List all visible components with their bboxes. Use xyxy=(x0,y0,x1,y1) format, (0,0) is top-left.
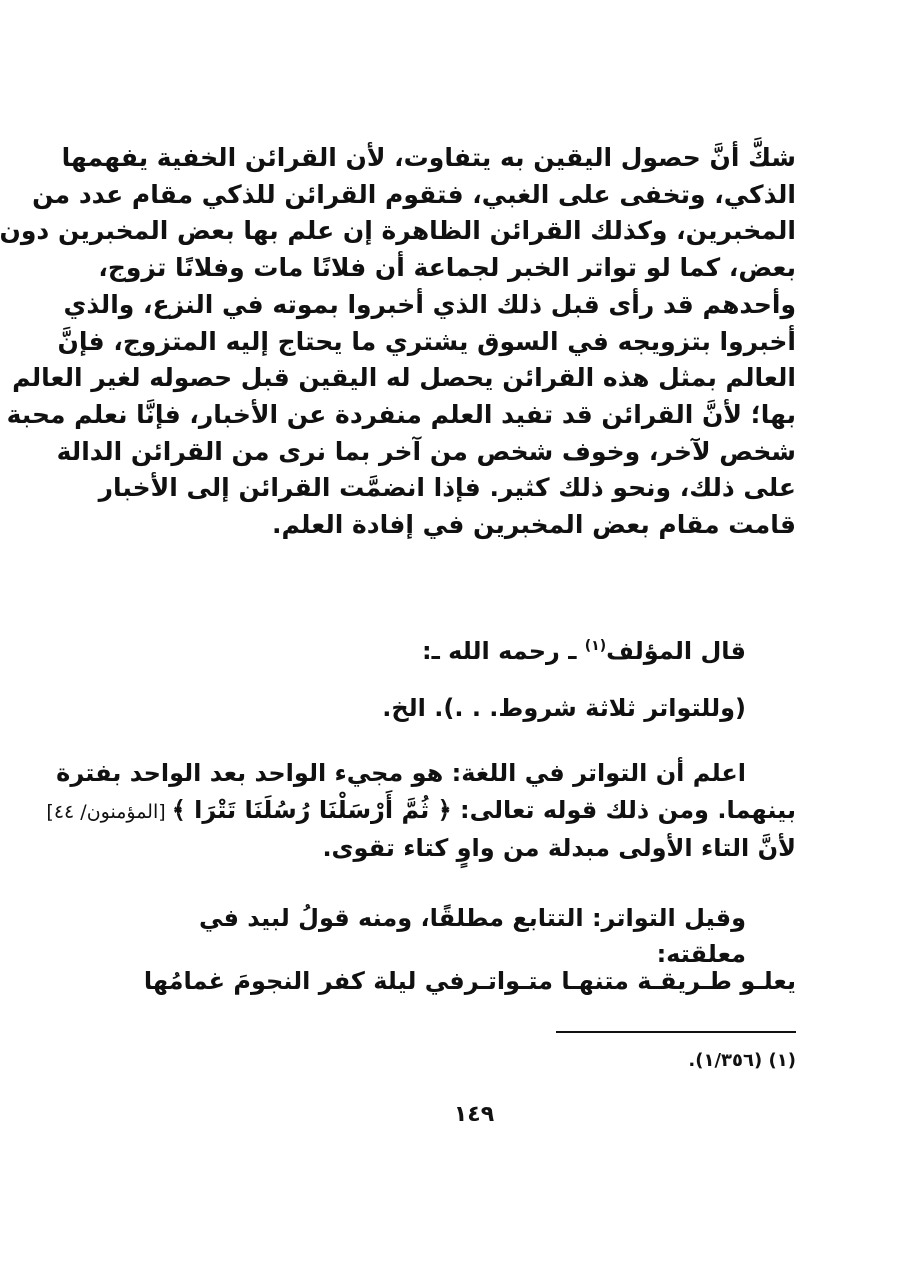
footnote: (١) (١/٣٥٦). xyxy=(688,1050,796,1071)
footnote-marker: (١) xyxy=(584,638,607,654)
paragraph-line: أخبروا بتزويجه في السوق يشتري ما يحتاج إليه المتزوج، فإنَّ xyxy=(57,326,796,356)
paragraph-line: بعض، كما لو تواتر الخبر لجماعة أن فلانًا مات وفلانًا تزوج، xyxy=(98,253,796,283)
paragraph-line: العالم بمثل هذه القرائن يحصل له اليقين قبل حصوله لغير العالم xyxy=(12,363,796,393)
poetry-verse xyxy=(143,963,796,999)
paragraph-line: بها؛ لأنَّ القرائن قد تفيد العلم منفردة عن الأخبار، فإنَّا نعلم محبة xyxy=(6,399,796,429)
author-label: قال المؤلف xyxy=(606,637,746,665)
paragraph-line: وأحدهم قد رأى قبل ذلك الذي أخبروا بموته في النزع، والذي xyxy=(63,289,796,319)
paragraph-line-with-verse xyxy=(46,792,796,831)
quoted-text-condition: (وللتواتر ثلاثة شروط. . .). الخ. xyxy=(382,694,746,722)
paragraph-line: الذكي، وتخفى على الغبي، فتقوم القرائن للذكي مقام عدد من xyxy=(32,179,796,209)
page-number: ١٤٩ xyxy=(453,1102,495,1127)
knowledge-paragraph xyxy=(46,755,796,867)
paragraph-line: شخص لآخر، وخوف شخص من آخر بما نرى من القرائن الدالة xyxy=(56,436,796,466)
main-paragraph xyxy=(0,140,796,544)
paragraph-line: لأنَّ التاء الأولى مبدلة من واوٍ كتاء تقوى. xyxy=(322,834,796,862)
paragraph-line: قامت مقام بعض المخبرين في إفادة العلم. xyxy=(271,510,796,540)
verse-first-hemistich: يعلـو طـريقـة متنهـا متـواتـر xyxy=(464,967,796,995)
paragraph-line: اعلم أن التواتر في اللغة: هو مجيء الواحد بعد الواحد بفترة xyxy=(56,759,746,787)
author-blessing: ـ رحمه الله ـ: xyxy=(421,637,585,665)
paragraph-line: على ذلك، ونحو ذلك كثير. فإذا انضمَّت القرائن إلى الأخبار xyxy=(98,473,796,503)
paragraph-line: شكَّ أنَّ حصول اليقين به يتفاوت، لأن القرائن الخفية يفهمها xyxy=(61,143,796,172)
author-heading xyxy=(152,628,796,669)
footnote-divider xyxy=(556,1031,796,1033)
verse-intro: بينهما. ومن ذلك قوله تعالى: xyxy=(451,795,796,824)
verse-second-hemistich: في ليلة كفر النجومَ غمامُها xyxy=(143,967,465,995)
quran-quote: ﴿ ثُمَّ أَرْسَلْنَا رُسُلَنَا تَتْرَا ﴾ xyxy=(171,795,452,824)
paragraph-line: المخبرين، وكذلك القرائن الظاهرة إن علم بها بعض المخبرين دون xyxy=(0,216,796,246)
said-line: وقيل التواتر: التتابع مطلقًا، ومنه قولُ لبيد في معلقته: xyxy=(198,904,746,968)
quran-reference: [المؤمنون/ ٤٤] xyxy=(46,800,172,823)
